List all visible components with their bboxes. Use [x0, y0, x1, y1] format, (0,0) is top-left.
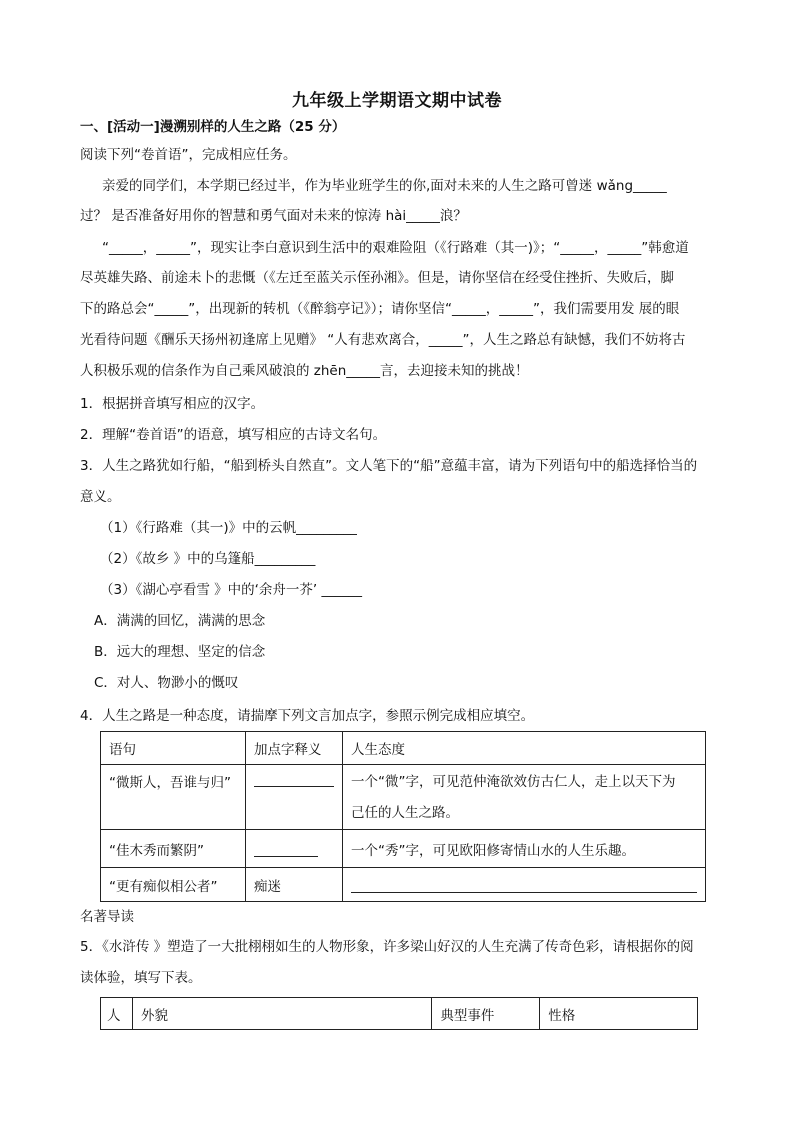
- table-row: [101, 765, 706, 830]
- passage-line: “_____，_____”，现实让李白意识到生活中的艰难险阻（《行路难（其一)》；“_____，_____”韩愈道: [102, 240, 689, 256]
- table-cell-sentence: “佳木秀而繁阴”: [101, 830, 246, 868]
- table-header: 外貌: [132, 998, 431, 1030]
- table-cell-attitude[interactable]: [343, 868, 706, 902]
- table-cell-attitude: 一个“秀”字，可见欧阳修寄情山水的人生乐趣。: [343, 830, 706, 868]
- table-header: 语句: [101, 732, 246, 765]
- question-3-item: （2）《故乡 》中的乌篷船_________: [100, 551, 316, 567]
- question-2: 2．理解“卷首语”的语意，填写相应的古诗文名句。: [80, 427, 387, 443]
- question-3-item: （1）《行路难（其一)》中的云帆_________: [100, 520, 357, 536]
- table-cell-meaning: 痴迷: [246, 868, 343, 902]
- table-header-row: [101, 998, 698, 1030]
- passage-line: 光看待问题《酬乐天扬州初逢席上见赠》 “人有悲欢离合，_____”，人生之路总有缺憾，我们不妨将古: [80, 332, 686, 348]
- character-table: [100, 997, 698, 1030]
- passage-line: 下的路总会“_____”，出现新的转机（《醉翁亭记》）；请你坚信“_____，_____”，我们需要用发 展的眼: [80, 301, 680, 317]
- table-row: [101, 830, 706, 868]
- table-header-row: [101, 732, 706, 765]
- answer-blank[interactable]: [351, 878, 697, 893]
- section1-instruction: 阅读下列“卷首语”，完成相应任务。: [80, 147, 297, 163]
- option-a: A．满满的回忆，满满的思念: [94, 613, 266, 629]
- answer-blank[interactable]: [254, 772, 334, 787]
- table-cell-meaning[interactable]: [246, 830, 343, 868]
- section2-heading: 名著导读: [80, 909, 134, 925]
- question-3-continued: 意义。: [80, 489, 121, 505]
- table-header: 典型事件: [432, 998, 540, 1030]
- passage-line: 人积极乐观的信条作为自己乘风破浪的 zhēn_____言，去迎接未知的挑战！: [80, 363, 529, 379]
- table-cell-sentence: “微斯人，吾谁与归”: [101, 765, 246, 830]
- table-header: 性格: [540, 998, 698, 1030]
- passage-line: 尽英雄失路、前途未卜的悲慨（《左迁至蓝关示侄孙湘》。但是，请你坚信在经受住挫折、失败后，脚: [80, 270, 674, 286]
- table-row: [101, 868, 706, 902]
- table-header: 加点字释义: [246, 732, 343, 765]
- option-b: B．远大的理想、坚定的信念: [94, 644, 266, 660]
- question-4: 4．人生之路是一种态度，请揣摩下列文言加点字，参照示例完成相应填空。: [80, 708, 535, 724]
- table-cell-sentence: “更有痴似相公者”: [101, 868, 246, 902]
- table-cell-attitude: [343, 765, 706, 830]
- attitude-text: 己任的人生之路。: [351, 805, 459, 821]
- section1-heading: 一、[活动一]漫溯别样的人生之路（25 分）: [80, 119, 346, 135]
- table-header: 人生态度: [343, 732, 706, 765]
- attitude-text: 一个“微”字，可见范仲淹欲效仿古仁人，走上以天下为: [351, 774, 676, 790]
- question-5: 5．《水浒传 》塑造了一大批栩栩如生的人物形象，许多梁山好汉的人生充满了传奇色彩，请根据你的阅: [80, 939, 694, 955]
- question-3: 3．人生之路犹如行船，“船到桥头自然直”。文人笔下的“船”意蕴丰富，请为下列语句中的船选择恰当的: [80, 458, 698, 474]
- table-cell-meaning[interactable]: [246, 765, 343, 830]
- question-5-continued: 读体验，填写下表。: [80, 970, 202, 986]
- answer-blank[interactable]: [254, 842, 318, 857]
- question-3-item: （3）《湖心亭看雪 》中的‘余舟一芥’ ______: [100, 582, 363, 598]
- question-1: 1．根据拼音填写相应的汉字。: [80, 396, 265, 412]
- passage-line: 亲爱的同学们，本学期已经过半，作为毕业班学生的你,面对未来的人生之路可曾迷 wǎng_____: [102, 178, 667, 194]
- table-header: 人: [101, 998, 133, 1030]
- passage-line: 过？ 是否准备好用你的智慧和勇气面对未来的惊涛 hài_____浪？: [80, 208, 467, 224]
- page-title: 九年级上学期语文期中试卷: [292, 91, 502, 111]
- attitude-table: [100, 731, 706, 902]
- option-c: C．对人、物渺小的慨叹: [94, 675, 239, 691]
